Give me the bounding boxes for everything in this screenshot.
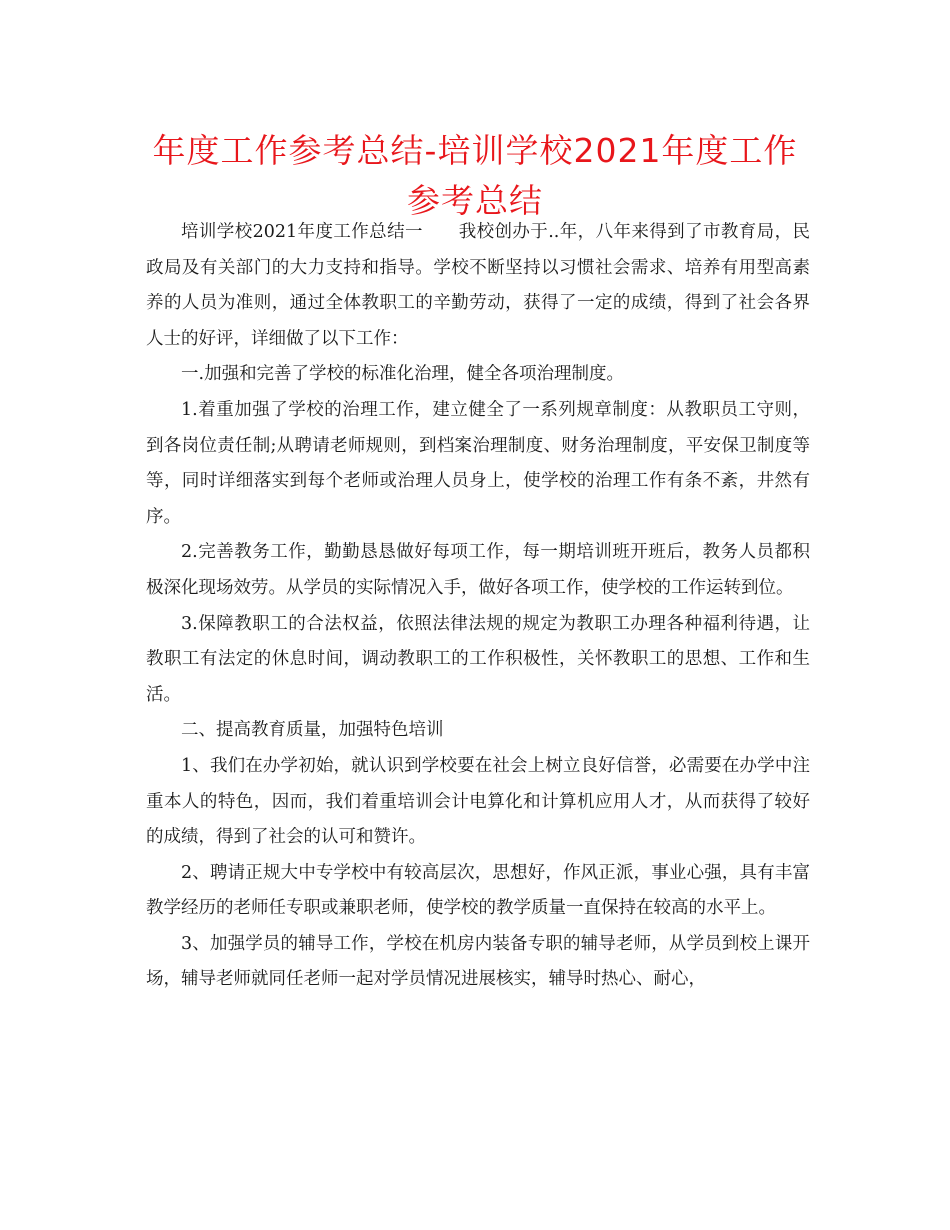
paragraph: 1、我们在办学初始，就认识到学校要在社会上树立良好信誉，必需要在办学中注重本人的特色，因而，我们着重培训会计电算化和计算机应用人才，从而获得了较好的成绩，得到了社会的认可和赞许。 <box>146 755 810 848</box>
document-title: 年度工作参考总结-培训学校2021年度工作参考总结 <box>152 131 798 220</box>
paragraph: 2.完善教务工作，勤勤恳恳做好每项工作，每一期培训班开班后，教务人员都积极深化现场效劳。从学员的实际情况入手，做好各项工作，使学校的工作运转到位。 <box>146 542 810 598</box>
paragraph: 3、加强学员的辅导工作，学校在机房内装备专职的辅导老师，从学员到校上课开场，辅导老师就同任老师一起对学员情况进展核实，辅导时热心、耐心， <box>146 933 810 990</box>
document-body <box>146 215 810 998</box>
paragraph: 培训学校2021年度工作总结一 我校创办于..年，八年来得到了市教育局，民政局及有关部门的大力支持和指导。学校不断坚持以习惯社会需求、培养有用型高素养的人员为准则，通过全体教职工的辛勤劳动，获得了一定的成绩，得到了社会各界人士的好评，详细做了以下工作： <box>146 222 810 349</box>
paragraph: 二、提高教育质量，加强特色培训 <box>181 720 444 741</box>
paragraph: 一.加强和完善了学校的标准化治理，健全各项治理制度。 <box>181 364 625 385</box>
paragraph: 2、聘请正规大中专学校中有较高层次，思想好，作风正派，事业心强，具有丰富教学经历的老师任专职或兼职老师，使学校的教学质量一直保持在较高的水平上。 <box>146 862 810 919</box>
paragraph: 1.着重加强了学校的治理工作，建立健全了一系列规章制度：从教职员工守则，到各岗位责任制;从聘请老师规则，到档案治理制度、财务治理制度，平安保卫制度等等，同时详细落实到每个老师或治理人员身上，使学校的治理工作有条不紊，井然有序。 <box>146 399 810 527</box>
paragraph: 3.保障教职工的合法权益，依照法律法规的规定为教职工办理各种福利待遇，让教职工有法定的休息时间，调动教职工的工作积极性，关怀教职工的思想、工作和生活。 <box>146 613 810 705</box>
